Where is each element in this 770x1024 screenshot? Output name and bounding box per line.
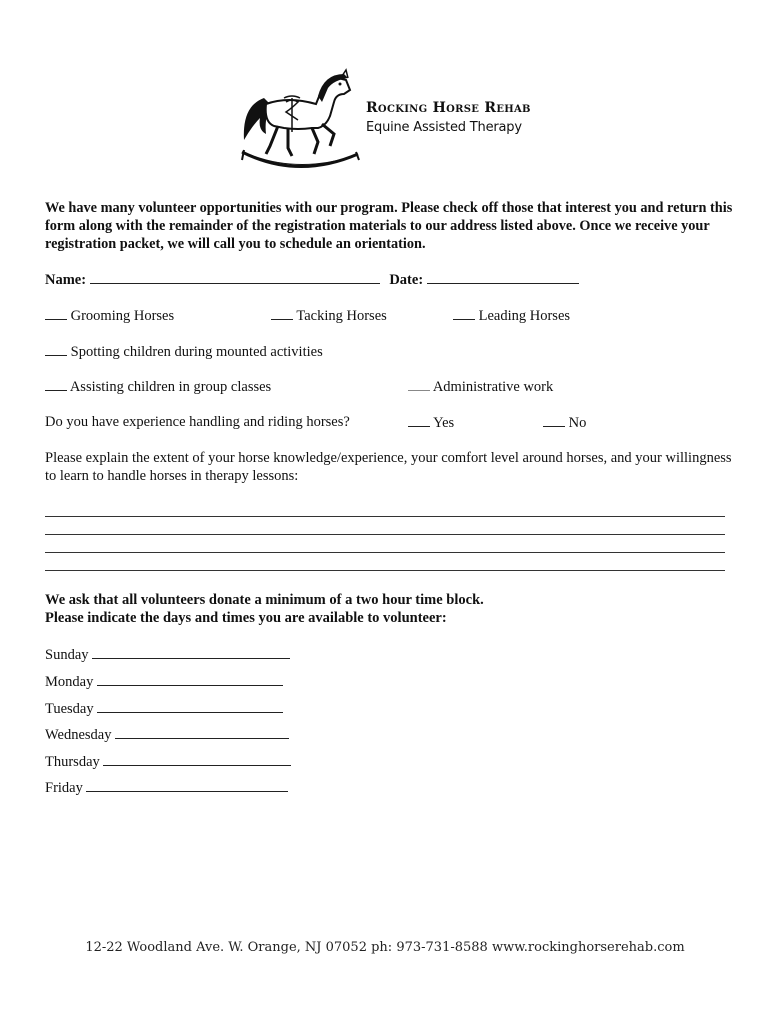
day-label: Wednesday	[45, 727, 112, 743]
day-label: Sunday	[45, 647, 89, 663]
day-label: Tuesday	[45, 701, 94, 717]
check-blank[interactable]	[408, 378, 430, 391]
day-row-monday	[45, 673, 283, 691]
availability-heading-1: We ask that all volunteers donate a minimum of a two hour time block.	[45, 592, 484, 608]
option-assisting[interactable]	[45, 378, 271, 396]
answer-line[interactable]	[45, 534, 725, 535]
rocking-horse-icon	[238, 68, 363, 180]
option-spotting[interactable]	[45, 343, 323, 361]
check-blank[interactable]	[271, 307, 293, 320]
day-field[interactable]	[97, 673, 283, 686]
option-grooming[interactable]	[45, 307, 174, 325]
day-label: Thursday	[45, 754, 100, 770]
brand-name: Rocking Horse Rehab	[366, 100, 531, 116]
option-label: No	[568, 415, 587, 431]
option-admin[interactable]	[408, 378, 553, 396]
day-row-thursday	[45, 753, 291, 771]
option-label: Yes	[433, 415, 455, 431]
option-label: Assisting children in group classes	[69, 379, 272, 395]
day-field[interactable]	[115, 726, 289, 739]
experience-no[interactable]	[543, 414, 586, 432]
check-blank[interactable]	[543, 414, 565, 427]
day-row-wednesday	[45, 726, 289, 744]
availability-heading-2: Please indicate the days and times you are available to volunteer:	[45, 610, 447, 626]
option-label: Spotting children during mounted activities	[70, 344, 323, 360]
answer-line[interactable]	[45, 570, 725, 571]
option-label: Tacking Horses	[296, 308, 387, 324]
name-row	[45, 271, 579, 289]
experience-question: Do you have experience handling and riding horses?	[45, 414, 350, 430]
day-label: Monday	[45, 674, 94, 690]
day-field[interactable]	[103, 753, 291, 766]
name-label: Name:	[45, 272, 87, 288]
option-leading[interactable]	[453, 307, 570, 325]
day-row-tuesday	[45, 700, 283, 718]
intro-paragraph: We have many volunteer opportunities with our program. Please check off those that interest you and return this form along with the remainder of the registration materials to our address listed above. Once we receive your registration packet, we will call you to schedule an orientation.	[45, 200, 733, 252]
answer-line[interactable]	[45, 552, 725, 553]
day-row-friday	[45, 779, 288, 797]
experience-yes[interactable]	[408, 414, 454, 432]
day-field[interactable]	[86, 779, 288, 792]
option-label: Leading Horses	[478, 308, 571, 324]
date-field[interactable]	[427, 271, 579, 284]
check-blank[interactable]	[45, 307, 67, 320]
answer-line[interactable]	[45, 516, 725, 517]
footer-address: 12-22 Woodland Ave. W. Orange, NJ 07052 ph: 973-731-8588 www.rockinghorserehab.com	[85, 940, 685, 955]
day-label: Friday	[45, 780, 83, 796]
check-blank[interactable]	[45, 343, 67, 356]
brand-tagline: Equine Assisted Therapy	[366, 120, 522, 135]
day-row-sunday	[45, 646, 290, 664]
name-field[interactable]	[90, 271, 380, 284]
check-blank[interactable]	[45, 378, 67, 391]
explain-prompt: Please explain the extent of your horse knowledge/experience, your comfort level around horses, and your willingness to learn to handle horses in therapy lessons:	[45, 450, 732, 484]
option-label: Administrative work	[432, 379, 554, 395]
check-blank[interactable]	[453, 307, 475, 320]
option-label: Grooming Horses	[70, 308, 175, 324]
day-field[interactable]	[97, 700, 283, 713]
check-blank[interactable]	[408, 414, 430, 427]
day-field[interactable]	[92, 646, 290, 659]
date-label: Date:	[389, 272, 424, 288]
option-tacking[interactable]	[271, 307, 387, 325]
